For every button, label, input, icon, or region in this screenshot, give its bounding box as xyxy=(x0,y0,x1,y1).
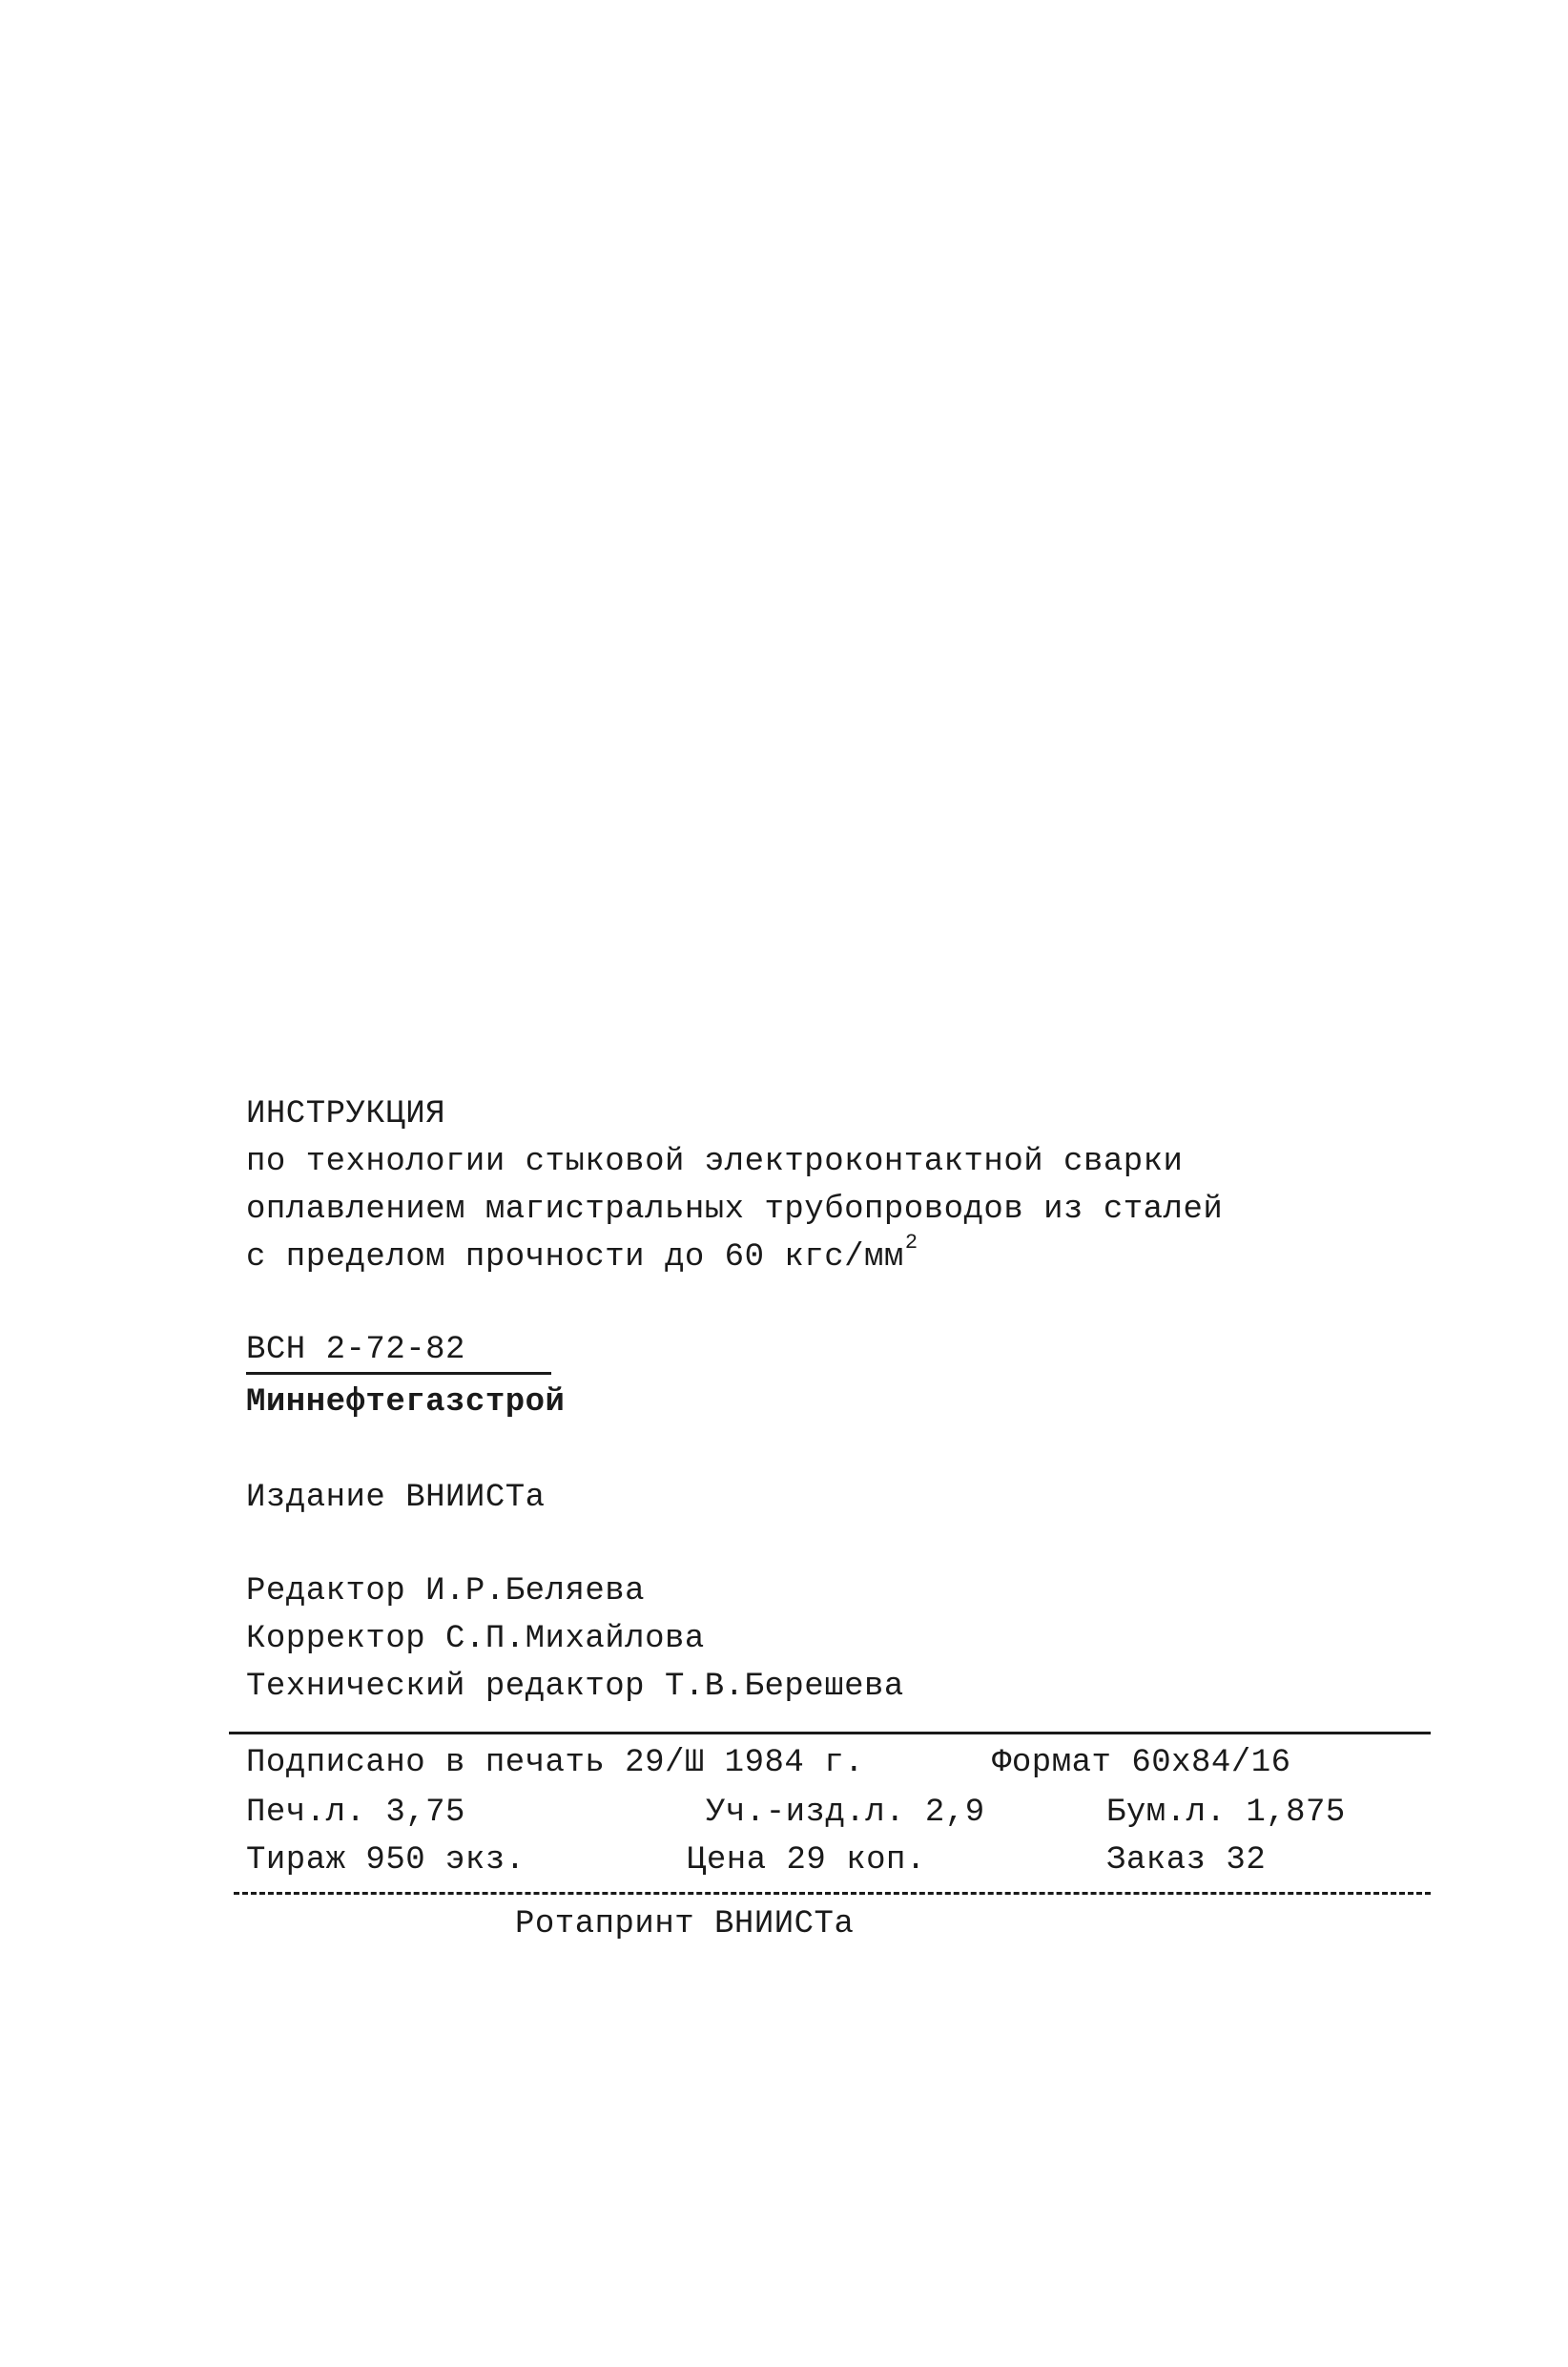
document-title: ИНСТРУКЦИЯ xyxy=(246,1096,446,1132)
edu-sheets: Уч.-изд.л. 2,9 xyxy=(706,1795,985,1831)
document-code: ВСН 2-72-82 xyxy=(246,1332,465,1368)
imprint-top-rule xyxy=(229,1732,1431,1734)
unit-superscript: 2 xyxy=(904,1231,918,1255)
imprint-bottom-rule xyxy=(234,1892,1431,1895)
format-value: Формат 60х84/16 xyxy=(992,1745,1291,1781)
circulation: Тираж 950 экз. xyxy=(246,1842,526,1879)
description-line-1: по технологии стыковой электроконтактной сварки xyxy=(246,1144,1184,1180)
tech-editor-line: Технический редактор Т.В.Берешева xyxy=(246,1669,904,1705)
paper-sheets: Бум.л. 1,875 xyxy=(1106,1795,1346,1831)
order-number: Заказ 32 xyxy=(1106,1842,1267,1879)
editor-line: Редактор И.Р.Беляева xyxy=(246,1573,646,1609)
description-line-2: оплавлением магистральных трубопроводов из сталей xyxy=(246,1192,1224,1228)
printer-name: Ротапринт ВНИИСТа xyxy=(515,1906,855,1942)
code-underline xyxy=(246,1372,551,1375)
description-line-3-text: с пределом прочности до 60 кгс/мм xyxy=(246,1239,904,1276)
corrector-line: Корректор С.П.Михайлова xyxy=(246,1621,705,1657)
ministry-name: Миннефтегазстрой xyxy=(246,1384,566,1421)
edition-line: Издание ВНИИСТа xyxy=(246,1480,546,1516)
signed-to-print: Подписано в печать 29/Ш 1984 г. xyxy=(246,1745,865,1781)
description-line-3 xyxy=(246,1231,918,1279)
print-sheets: Печ.л. 3,75 xyxy=(246,1795,465,1831)
price: Цена 29 коп. xyxy=(687,1842,926,1879)
